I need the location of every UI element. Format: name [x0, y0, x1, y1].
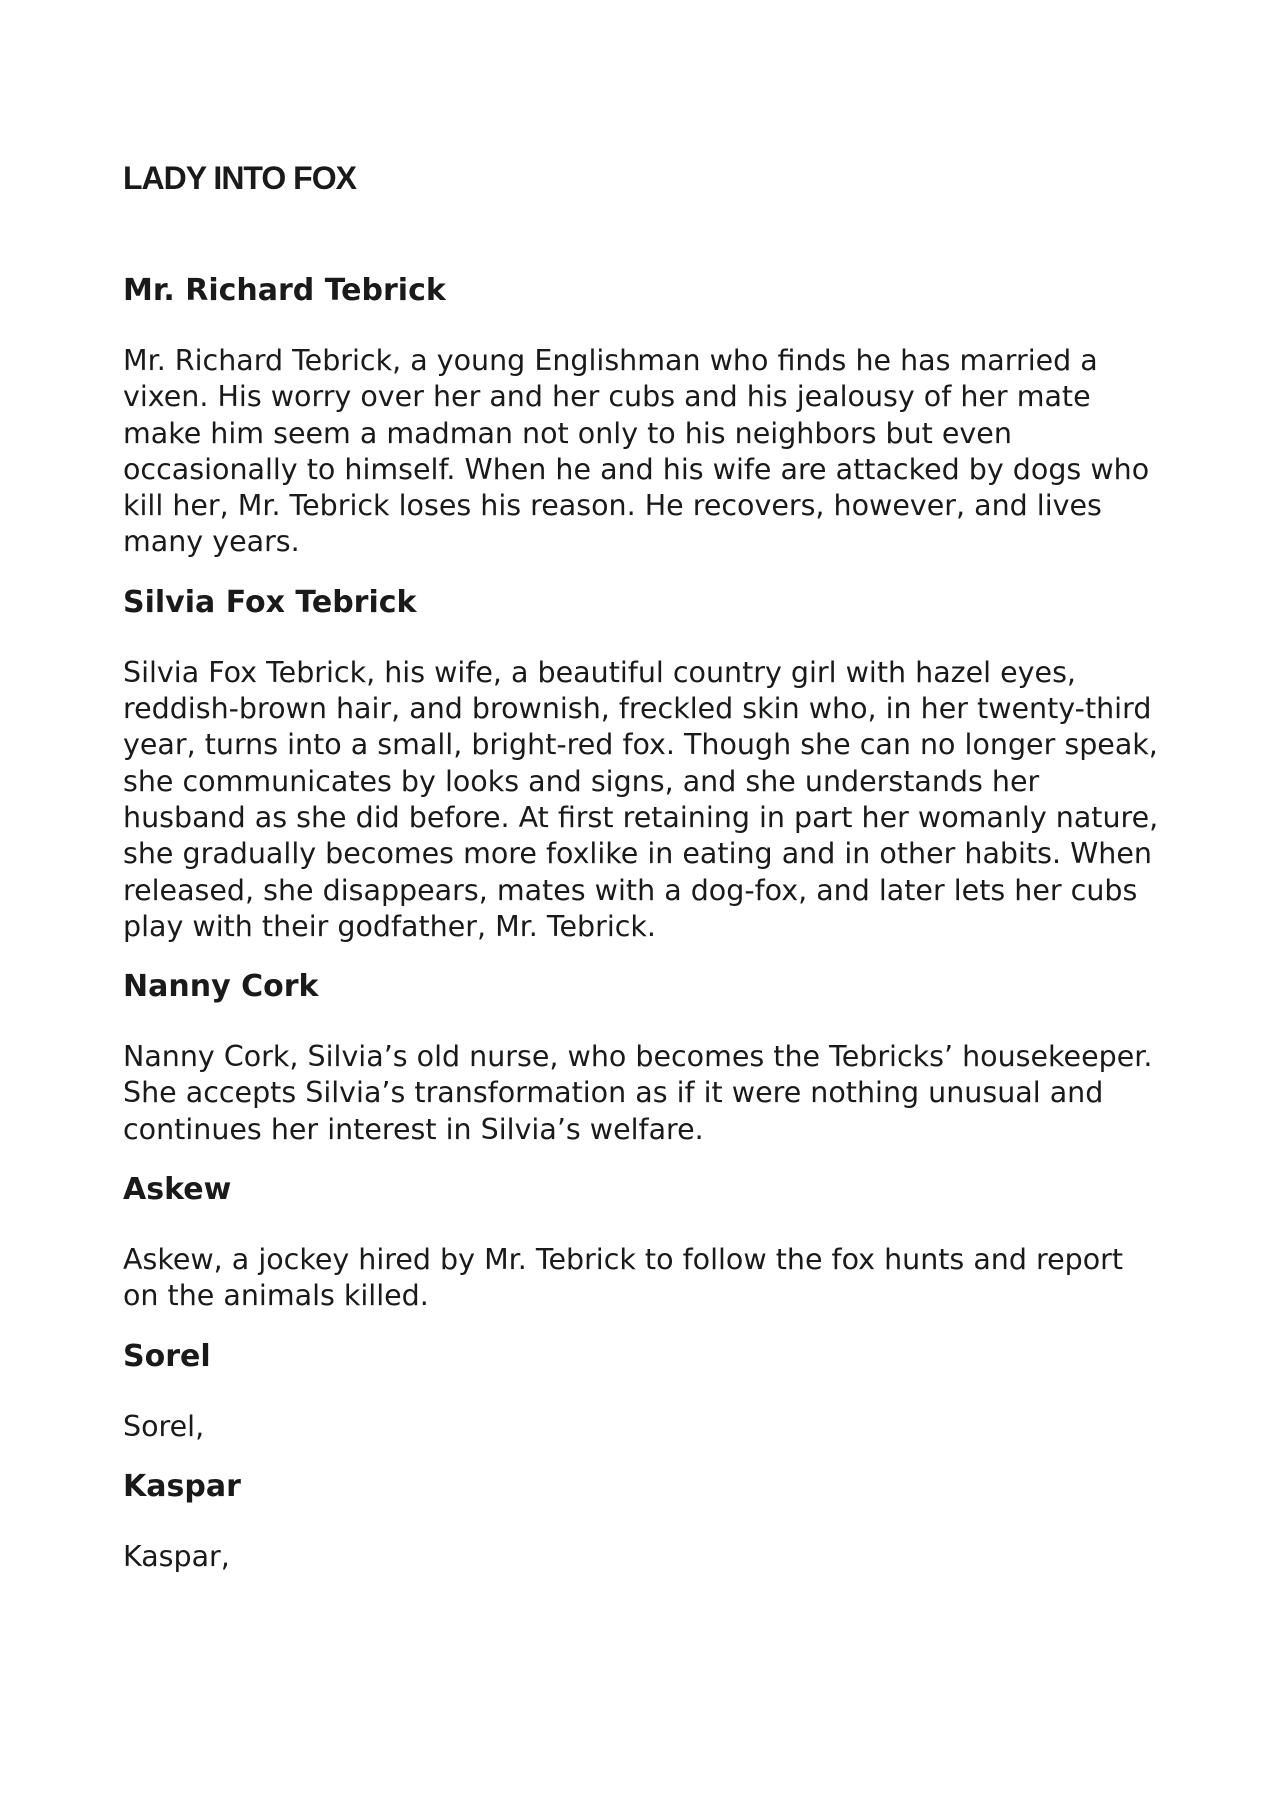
character-description: Silvia Fox Tebrick, his wife, a beautiful country girl with hazel eyes, reddish-brown hair, and brownish, freckled skin who, in her twenty-third year, turns into a small, bright-red fox. Though she can no longer speak, she communicates by looks and signs, and she understands her husband as she did before. At first retaining in part her womanly nature, she gradually becomes more foxlike in eating and in other habits. When released, she disappears, mates with a dog-fox, and later lets her cubs play with their godfather, Mr. Tebrick. — [123, 655, 1159, 943]
character-entry — [123, 1172, 1163, 1315]
character-list — [123, 273, 1163, 1599]
character-entry — [123, 1339, 1163, 1445]
character-description: Mr. Richard Tebrick, a young Englishman who finds he has married a vixen. His worry over her and her cubs and his jealousy of her mate make him seem a madman not only to his neighbors but even occasionally to himself. When he and his wife are attacked by dogs who kill her, Mr. Tebrick loses his reason. He recovers, however, and lives many years. — [123, 344, 1150, 559]
character-name: Silvia Fox Tebrick — [123, 584, 417, 620]
character-name: Sorel — [123, 1338, 211, 1374]
character-description: Kaspar, — [123, 1539, 230, 1573]
document-title: LADY INTO FOX — [123, 160, 356, 196]
character-name: Kaspar — [123, 1468, 241, 1504]
character-name: Nanny Cork — [123, 969, 319, 1005]
character-description: Nanny Cork, Silvia’s old nurse, who becomes the Tebricks’ housekeeper. She accepts Silvia’s transformation as if it were nothing unusual and continues her interest in Silvia’s welfare. — [123, 1040, 1153, 1146]
character-entry — [123, 273, 1163, 561]
character-description: Askew, a jockey hired by Mr. Tebrick to follow the fox hunts and report on the animals killed. — [123, 1243, 1124, 1313]
character-entry — [123, 585, 1163, 945]
character-description: Sorel, — [123, 1409, 205, 1443]
character-name: Askew — [123, 1172, 232, 1208]
character-name: Mr. Richard Tebrick — [123, 273, 446, 308]
character-entry — [123, 969, 1163, 1148]
character-entry — [123, 1469, 1163, 1575]
